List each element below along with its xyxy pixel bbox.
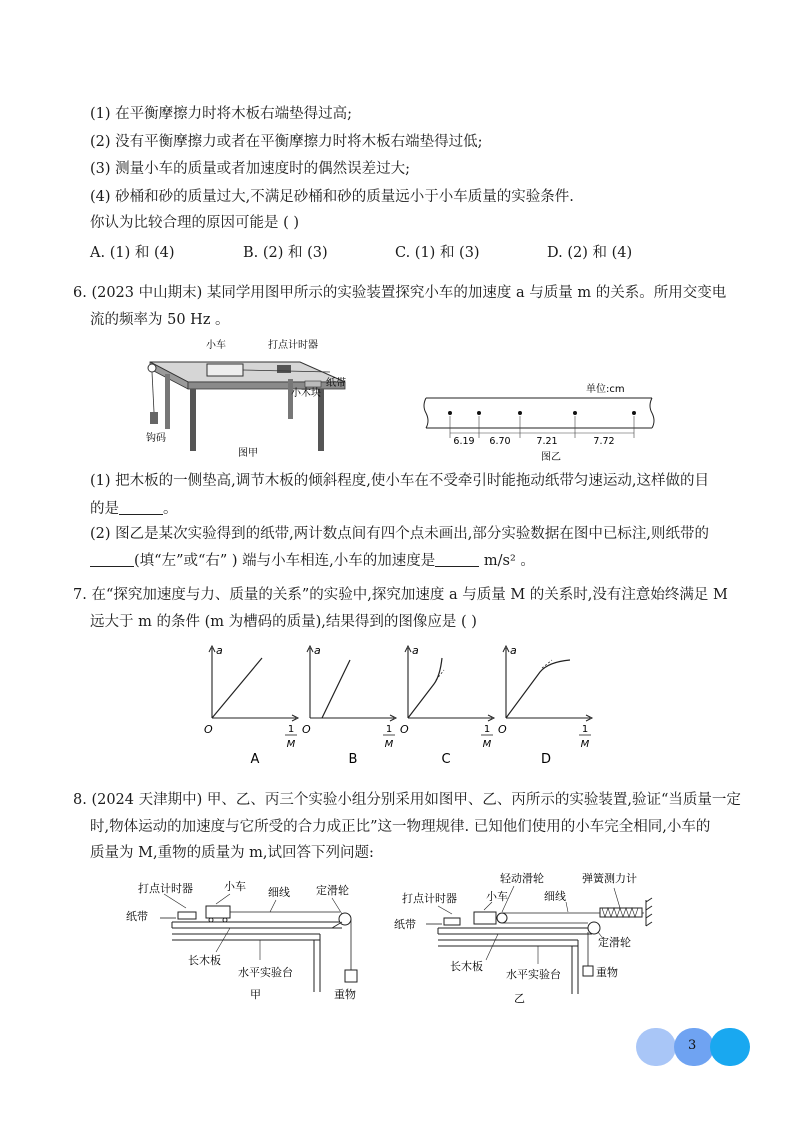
q7-b-label: B: [348, 752, 358, 767]
q8-yi-caption: 乙: [514, 992, 525, 1005]
q7-c-x-den: M: [482, 739, 492, 750]
q8-yi-board-label: 长木板: [450, 960, 483, 973]
q8-yi-thread-label: 细线: [544, 890, 566, 903]
q6-sub2-text: (填“左”或“右” ) 端与小车相连,小车的加速度是: [134, 553, 436, 569]
q7-graph-c: [400, 644, 494, 767]
q6-jia-caption: 图甲: [238, 448, 258, 459]
q8-stem-line2: 时,物体运动的加速度与它所受的合力成正比”这一物理规律. 已知他们使用的小车完全相同,小车的: [90, 819, 711, 835]
q8-jia-board-label: 长木板: [188, 954, 221, 967]
q8-yi-timer-label: 打点计时器: [402, 892, 457, 905]
q6-sub1-line1: (1) 把木板的一侧垫高,调节木板的倾斜程度,使小车在不受牵引时能拖动纸带匀速运动,这样做的目: [90, 473, 709, 489]
q8-figure-jia: [120, 872, 370, 1007]
q7-graph-a: [204, 644, 298, 767]
q8-yi-moving-pulley-label: 轻动滑轮: [500, 872, 544, 885]
q6-sub1-end: 。: [163, 501, 178, 517]
q7-c-y-label: a: [412, 644, 419, 657]
q5-option-d: D. (2) 和 (4): [547, 245, 633, 261]
q8-jia-caption: 甲: [250, 988, 261, 1001]
q6-yi-seg-4: 7.72: [593, 436, 615, 447]
badge-dot-right: [710, 1028, 750, 1066]
page-number: 3: [688, 1038, 697, 1053]
q8-yi-weight-label: 重物: [596, 966, 618, 979]
q5-option-c: C. (1) 和 (3): [395, 245, 480, 261]
q8-yi-spring-label: 弹簧测力计: [582, 872, 637, 885]
q7-d-x-den: M: [580, 739, 590, 750]
q5-question: 你认为比较合理的原因可能是 ( ): [90, 215, 300, 231]
q6-jia-timer-label: 打点计时器: [268, 340, 318, 351]
q8-jia-thread-label: 细线: [268, 886, 290, 899]
q6-yi-seg-1: 6.19: [453, 436, 475, 447]
q6-yi-seg-3: 7.21: [536, 436, 558, 447]
q6-sub2-unit: m/s² 。: [483, 553, 535, 569]
q6-figure-jia: [140, 334, 360, 464]
q8-yi-table-label: 水平实验台: [506, 968, 561, 981]
badge-dot-left: [636, 1028, 676, 1066]
q8-jia-pulley-label: 定滑轮: [316, 884, 349, 897]
q7-a-label: A: [250, 752, 260, 767]
q5-option-b: B. (2) 和 (3): [243, 245, 328, 261]
q8-stem-line1: 8. (2024 天津期中) 甲、乙、丙三个实验小组分别采用如图甲、乙、丙所示的实验装置,验证“当质量一定: [73, 792, 741, 808]
q6-stem-line2: 流的频率为 50 Hz 。: [90, 312, 230, 328]
q7-b-x-num: 1: [385, 724, 393, 735]
q6-jia-block-label: 小木块: [291, 388, 321, 399]
q7-graphs: [200, 640, 600, 768]
q6-stem-line1: 6. (2023 中山期末) 某同学用图甲所示的实验装置探究小车的加速度 a 与质量 m 的关系。所用交变电: [73, 285, 727, 301]
q6-sub2-line1: (2) 图乙是某次实验得到的纸带,两计数点间有四个点未画出,部分实验数据在图中已标注,则纸带的: [90, 526, 709, 542]
q7-d-label: D: [540, 752, 552, 767]
q6-figure-yi: [420, 378, 665, 466]
q8-jia-timer-label: 打点计时器: [138, 882, 193, 895]
q8-jia-tape-label: 纸带: [126, 910, 148, 923]
q7-a-origin: O: [204, 723, 213, 736]
q7-d-y-label: a: [510, 644, 517, 657]
q7-c-label: C: [441, 752, 451, 767]
q7-b-origin: O: [302, 723, 311, 736]
q6-sub2-end-blank[interactable]: [90, 552, 134, 567]
q6-yi-caption: 图乙: [541, 452, 561, 463]
q5-item-2: (2) 没有平衡摩擦力或者在平衡摩擦力时将木板右端垫得过低;: [90, 134, 483, 150]
q7-graph-d: [498, 644, 592, 767]
q5-item-4: (4) 砂桶和砂的质量过大,不满足砂桶和砂的质量远小于小车质量的实验条件.: [90, 189, 574, 205]
q6-sub1-answer-blank[interactable]: [119, 500, 163, 515]
q8-yi-cart-label: 小车: [486, 890, 508, 903]
q5-item-3: (3) 测量小车的质量或者加速度时的偶然误差过大;: [90, 161, 411, 177]
q6-yi-count-points: [448, 411, 636, 438]
q7-stem-line1: 7. 在“探究加速度与力、质量的关系”的实验中,探究加速度 a 与质量 M 的关系时,没有注意始终满足 M: [73, 587, 728, 603]
q6-sub1-prefix: 的是: [90, 501, 119, 517]
q7-graph-b: [302, 644, 396, 767]
q8-stem-line3: 质量为 M,重物的质量为 m,试回答下列问题:: [90, 845, 374, 861]
q8-jia-table-label: 水平实验台: [238, 966, 293, 979]
q7-a-y-label: a: [216, 644, 223, 657]
q6-jia-hook-label: 钩码: [146, 433, 166, 444]
q7-a-x-den: M: [286, 739, 296, 750]
q6-yi-unit-label: 单位:cm: [586, 384, 625, 395]
q7-stem-line2: 远大于 m 的条件 (m 为槽码的质量),结果得到的图像应是 ( ): [90, 614, 477, 630]
q8-jia-cart-label: 小车: [224, 880, 246, 893]
q7-d-x-num: 1: [581, 724, 589, 735]
q6-yi-seg-2: 6.70: [489, 436, 511, 447]
q7-c-origin: O: [400, 723, 409, 736]
q6-sub1-line2: [90, 499, 178, 519]
q7-a-x-num: 1: [287, 724, 295, 735]
q7-b-x-den: M: [384, 739, 394, 750]
q7-d-origin: O: [498, 723, 507, 736]
q8-yi-tape-label: 纸带: [394, 918, 416, 931]
q5-option-a: A. (1) 和 (4): [90, 245, 175, 261]
q6-sub2-line2: [90, 551, 535, 571]
q8-yi-pulley-label: 定滑轮: [598, 936, 631, 949]
q7-c-x-num: 1: [483, 724, 491, 735]
q5-item-1: (1) 在平衡摩擦力时将木板右端垫得过高;: [90, 106, 353, 122]
q7-b-y-label: a: [314, 644, 321, 657]
q6-jia-tape-label: 纸带: [326, 378, 346, 389]
q6-jia-cart-label: 小车: [206, 340, 226, 351]
q6-sub2-accel-blank[interactable]: [435, 552, 479, 567]
q8-jia-weight-label: 重物: [334, 988, 356, 1001]
q8-figure-yi: [388, 866, 668, 1011]
